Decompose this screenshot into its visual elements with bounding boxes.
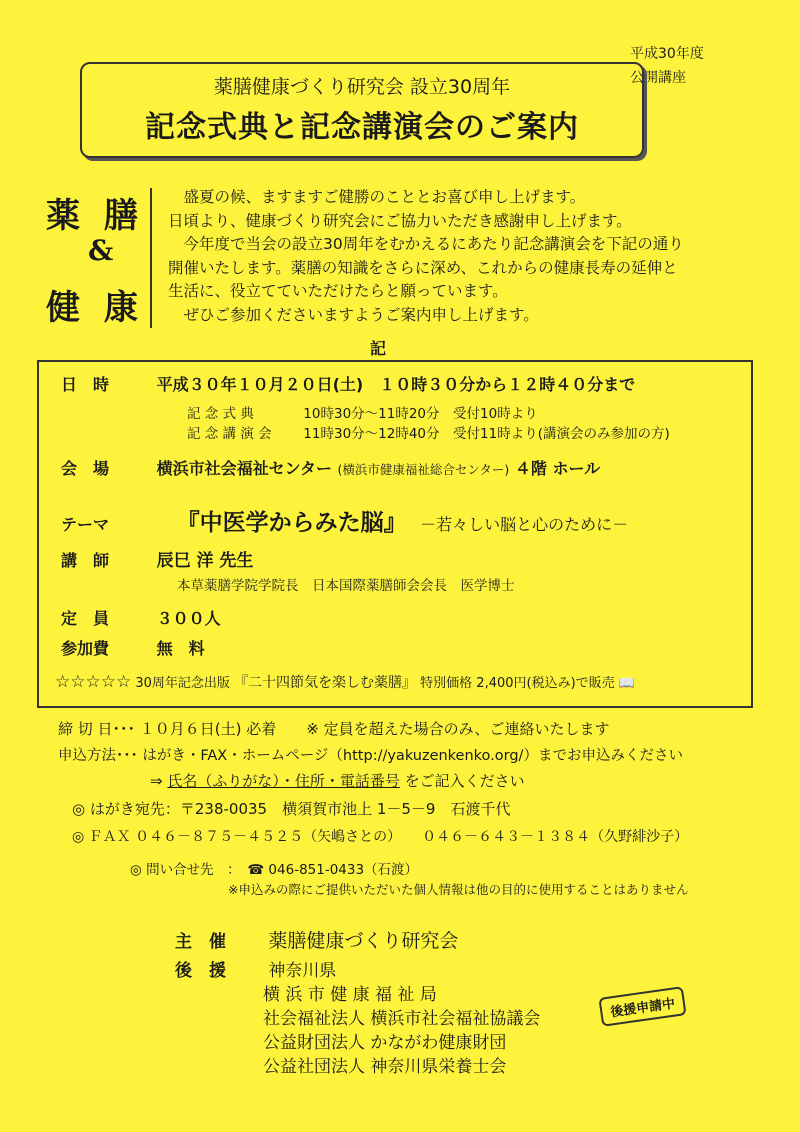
ceremony-time: 10時30分～11時20分 受付10時より [303,406,538,422]
host-row [175,926,458,953]
venue-note: (横浜市健康福祉総合センター) [337,462,510,477]
greeting-line: 盛夏の候、ますますご健勝のこととお喜び申し上げます。 [168,188,586,206]
publication-title: 『二十四節気を楽しむ薬膳』 [234,675,417,691]
theme-row [61,504,628,537]
subtitle: 薬膳健康づくり研究会 設立30周年 [213,76,511,98]
fee-value: 無 料 [156,639,205,658]
capacity-value: ３００人 [156,609,221,628]
greeting-line: 今年度で当会の設立30周年をむかえるにあたり記念講演会を下記の通り [168,235,684,253]
capacity-row [61,606,221,629]
fee-label: 参加費 [61,639,110,658]
venue-row [61,456,600,479]
datetime-row [61,372,635,395]
supporter: 公益財団法人 かながわ健康財団 [263,1033,507,1053]
postcard-address: ◎ はがき宛先：〒238-0035 横須賀市池上 1－5－9 石渡千代 [72,800,511,818]
lecture-label: 記 念 講 演 会 [187,426,272,442]
greeting-line: 生活に、役立てていただけたらと願っています。 [168,282,508,300]
supporter: 神奈川県 [268,961,337,981]
ki-mark: 記 [370,339,387,358]
publication-row [55,672,635,692]
method-line: 申込方法･･･ はがき・FAX・ホームページ（http://yakuzenkenko.org/）までお申込みください [58,748,683,764]
datetime-label: 日 時 [61,375,110,394]
venue-name: 横浜市社会福祉センター [156,459,332,478]
page-title: 記念式典と記念講演会のご案内 [145,110,579,145]
title-box [80,62,644,158]
theme-label: テーマ [61,515,110,534]
capacity-label: 定 員 [61,609,110,628]
supporter: 社会福祉法人 横浜市社会福祉協議会 [263,1009,541,1029]
venue-floor: ４階 ホール [514,459,601,478]
star-icon: ☆☆☆☆☆ [55,672,132,692]
lecturer-name: 辰巳 洋 先生 [156,551,254,571]
support-label: 後 援 [175,961,226,981]
host-label: 主 催 [175,932,226,952]
greeting-line: 日頃より、健康づくり研究会にご協力いただき感謝申し上げます。 [168,211,632,230]
greeting-line: ぜひご参加くださいますようご案内申し上げます。 [168,305,539,324]
deadline-line: 締 切 日･･･ １０月６日(土) 必着 ※ 定員を超えた場合のみ、ご連絡いたします [58,720,610,738]
fax-numbers: ◎ ＦＡＸ ０４６－８７５－４５２５（矢嶋さとの） ０４６－６４３－１３８４（久野緋沙子） [72,829,689,845]
side-ampersand: & [88,234,114,267]
supporter: 公益社団法人 神奈川県栄養士会 [263,1057,507,1077]
ceremony-row [187,402,538,422]
greeting-text [168,186,684,327]
support-pending-stamp: 後援申請中 [598,986,686,1027]
datetime-value: 平成３０年１０月２０日(土) １０時３０分から１２時４０分まで [156,375,636,394]
side-line-1: 薬 膳 [46,196,144,236]
side-heading [40,188,152,328]
ceremony-label: 記 念 式 典 [187,406,254,422]
contact-line: ◎ 問い合せ先 ： ☎ 046-851-0433（石渡） [130,862,419,878]
publication-price: 特別価格 2,400円(税込み)で販売 [420,676,615,691]
fiscal-year: 平成30年度 [630,46,704,62]
lecture-time: 11時30分～12時40分 受付11時より(講演会のみ参加の方) [303,426,670,442]
lecturer-row [61,546,253,571]
lecturer-title: 本草薬膳学院学院長 日本国際薬膳師会会長 医学博士 [177,578,515,594]
fill-in-rest: をご記入ください [404,772,525,790]
lecture-row [187,422,670,442]
publication-label: 30周年記念出版 [135,676,230,691]
host-name: 薬膳健康づくり研究会 [268,930,459,952]
lecturer-label: 講 師 [61,551,110,570]
public-course: 公開講座 [630,70,686,86]
arrow-icon: ⇒ [150,772,163,790]
greeting-line: 開催いたします。薬膳の知識をさらに深め、これからの健康長寿の延伸と [168,258,678,277]
event-details-box [37,360,753,708]
venue-label: 会 場 [61,459,110,478]
theme-title: 『中医学からみた脳』 [176,510,407,536]
side-line-3: 健 康 [46,288,144,328]
fill-in-line [150,770,525,791]
book-icon: 📖 [618,676,635,691]
theme-subtitle: －若々しい脳と心のために－ [420,515,629,534]
support-row [175,956,336,981]
fee-row [61,636,205,659]
privacy-note: ※申込みの際にご提供いただいた個人情報は他の目的に使用することはありません [228,882,689,897]
supporter: 横 浜 市 健 康 福 祉 局 [263,985,437,1005]
required-fields: 氏名（ふりがな）・住所・電話番号 [167,772,400,790]
